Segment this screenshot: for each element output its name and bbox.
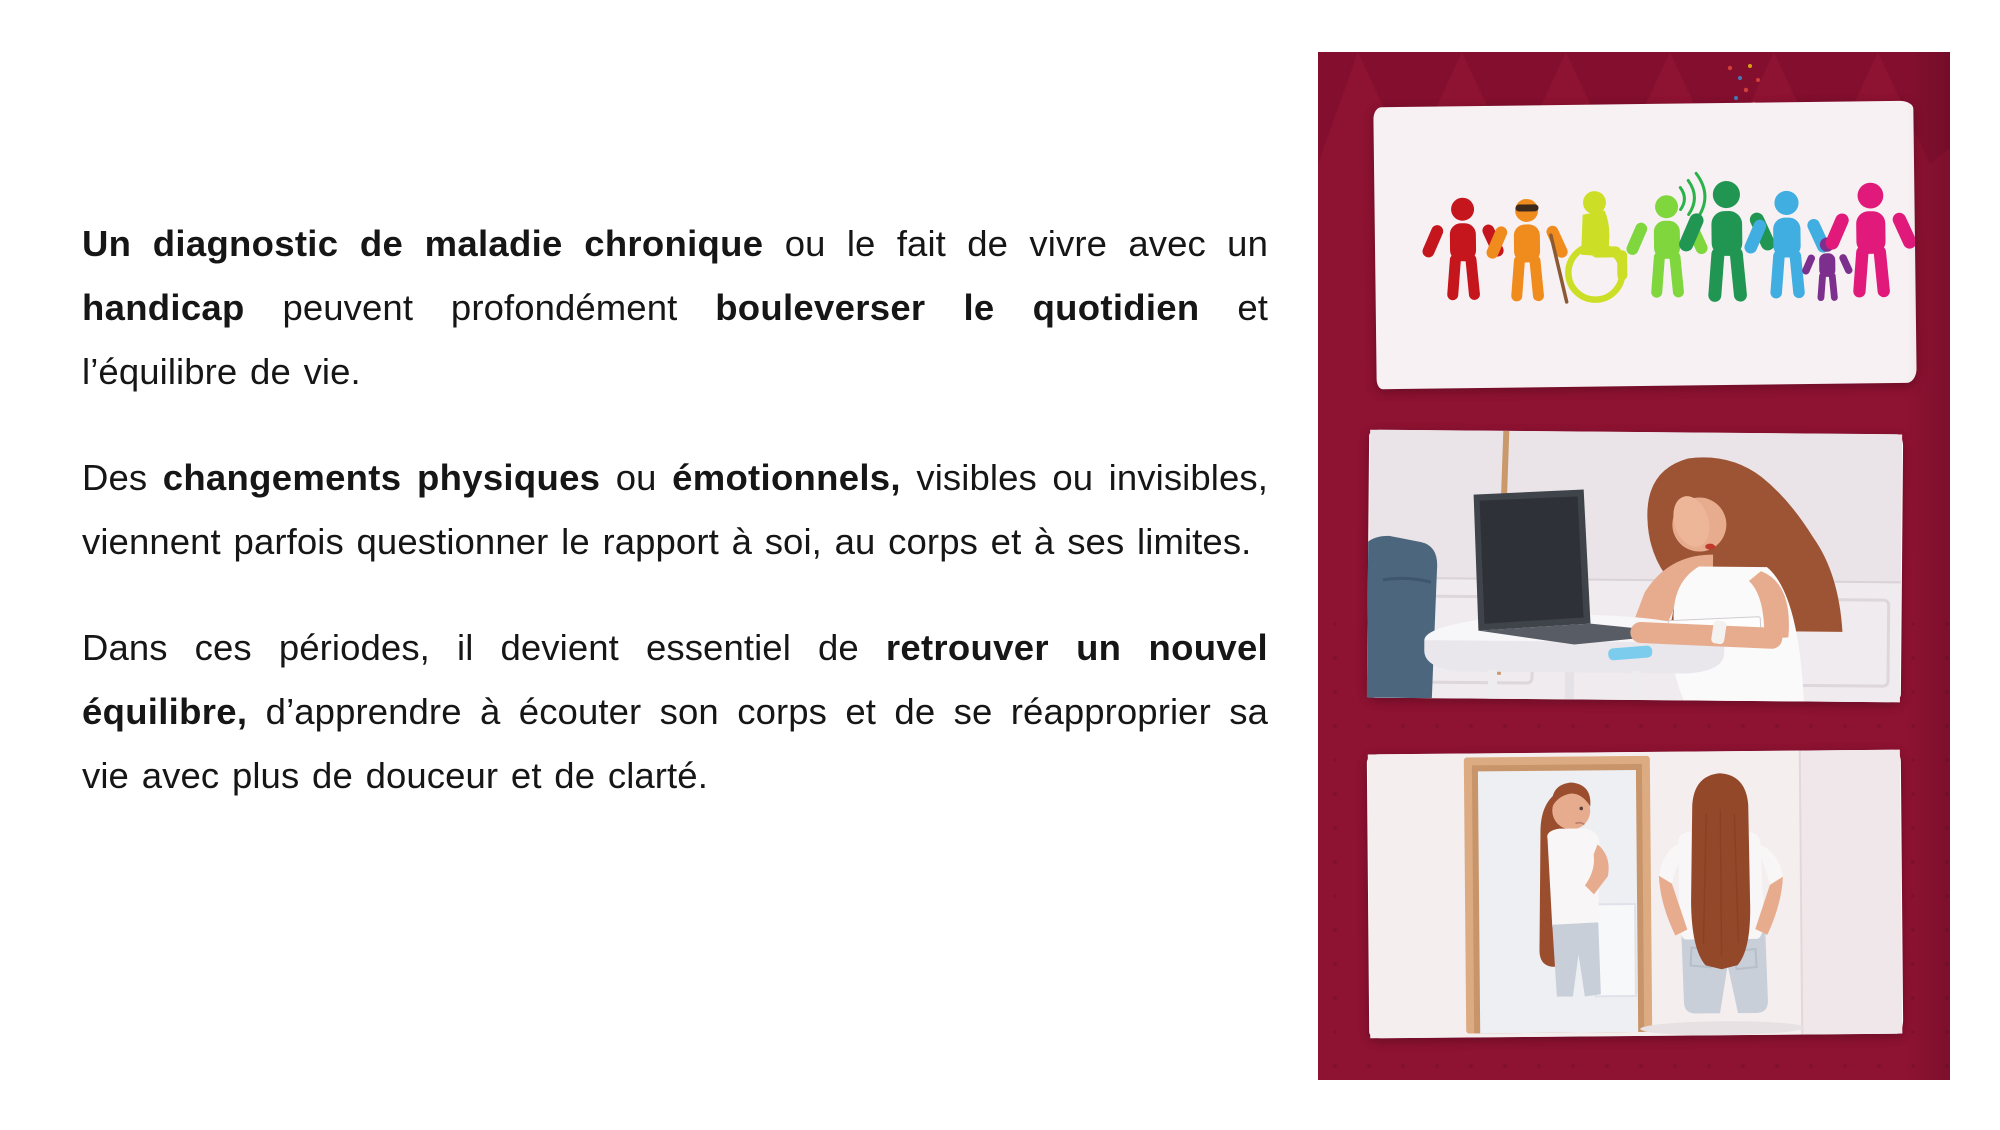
text-segment: ou le fait de vivre avec un (763, 223, 1268, 264)
maroon-side-panel (1318, 52, 1950, 1080)
paragraph-diagnostic (82, 212, 1268, 404)
paper-person-blind-icon (1484, 198, 1570, 303)
text-segment: Dans ces périodes, il devient essentiel de (82, 627, 886, 668)
paragraph-changements (82, 446, 1268, 574)
woman-mirror-reflection-photo (1367, 750, 1903, 1039)
text-segment: visibles ou invisibles, viennent parfois questionner le rapport à soi, au corps et à ses limites. (82, 457, 1268, 562)
stressed-woman-laptop-photo (1367, 430, 1903, 703)
paper-person-wheelchair-icon (1567, 191, 1627, 300)
paragraph-equilibre (82, 616, 1268, 808)
text-segment: et l’équilibre de vie. (82, 287, 1268, 392)
text-segment: Un diagnostic de maladie chronique (82, 223, 764, 264)
text-segment: d’apprendre à écouter son corps et de se réapproprier sa vie avec plus de douceur et de clarté. (82, 691, 1268, 796)
text-segment: ou (600, 457, 673, 498)
armchair (1367, 536, 1438, 699)
text-segment: peuvent profondément (244, 287, 716, 328)
text-segment: handicap (82, 287, 245, 328)
sound-waves-icon (1680, 173, 1705, 219)
paper-person-green-icon (1676, 180, 1778, 303)
paper-people-inclusion-photo (1373, 101, 1916, 390)
paper-people-illustration (1373, 101, 1916, 390)
text-segment: changements physiques (162, 457, 601, 498)
paper-person-pink-icon (1823, 182, 1917, 298)
sunglasses-icon (1515, 204, 1538, 211)
stressed-woman-illustration (1367, 430, 1903, 703)
text-segment: bouleverser le quotidien (715, 287, 1200, 328)
text-segment: retrouver un nouvel équilibre, (82, 627, 1268, 732)
text-segment: Des (82, 457, 163, 498)
body-text-block (82, 212, 1268, 850)
mirror-scene-illustration (1367, 750, 1903, 1039)
text-segment: émotionnels, (672, 457, 901, 498)
